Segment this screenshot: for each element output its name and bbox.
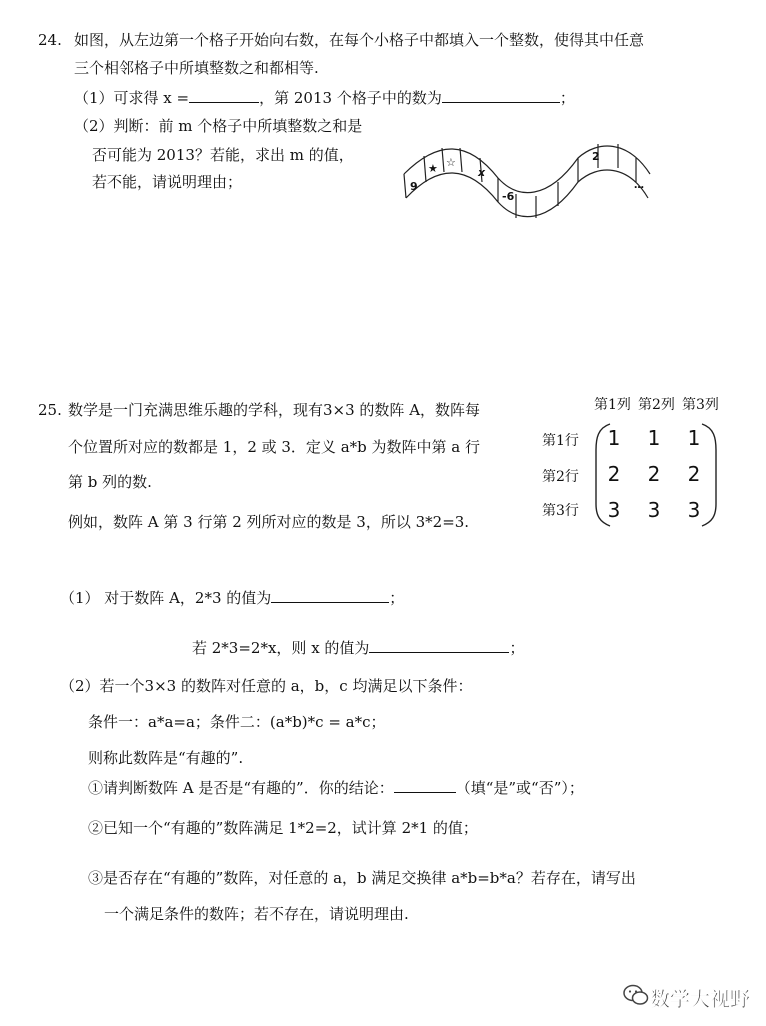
wave-strip-bottom: [406, 170, 648, 217]
q25-conclusion-blank[interactable]: [394, 778, 456, 793]
matrix-row-header-3: 第3行: [542, 503, 579, 519]
q24-part1: [74, 88, 575, 108]
q24-x-blank[interactable]: [189, 88, 259, 103]
q24-part2-line2: 否可能为 2013？若能，求出 m 的值，: [92, 146, 354, 164]
q25-sub3-line1: ③是否存在“有趣的”数阵，对任意的 a，b 满足交换律 a*b=b*a？若存在，请写出: [88, 869, 636, 887]
matrix-row-header-2: 第2行: [542, 469, 579, 485]
wave-cell-1: 9: [410, 180, 418, 193]
q25-part1-end: ；: [389, 589, 405, 607]
q24-part2-line3: 若不能，请说明理由；: [92, 173, 243, 191]
wave-cell-ellipsis: …: [634, 180, 644, 191]
q25-sub1-prefix: ①请判断数阵 A 是否是“有趣的”．你的结论：: [88, 779, 394, 797]
matrix-cell-2-2: 2: [647, 462, 661, 486]
matrix-brackets: [538, 390, 738, 530]
q24-part1-mid: ，第 2013 个格子中的数为: [259, 89, 442, 107]
q25-part1-line1: [60, 588, 404, 608]
q24-stem-line1: 如图，从左边第一个格子开始向右数，在每个小格子中都填入一个整数，使得其中任意: [74, 31, 645, 49]
wave-cell-x: x: [478, 166, 486, 179]
matrix-cell-1-1: 1: [607, 426, 621, 450]
q25-conditions: 条件一：a*a=a；条件二：(a*b)*c = a*c；: [88, 713, 386, 731]
matrix-col-header-1: 第1列: [594, 397, 631, 413]
matrix-col-header-2: 第2列: [638, 397, 675, 413]
q25-part1-x-prefix: 若 2*3=2*x，则 x 的值为: [192, 639, 370, 657]
q25-stem-line3: 第 b 列的数.: [68, 473, 152, 491]
matrix-cell-1-3: 1: [687, 426, 701, 450]
matrix-cell-3-1: 3: [607, 498, 621, 522]
q25-sub3-line2: 一个满足条件的数阵；若不存在，请说明理由.: [104, 905, 409, 923]
q25-definition: 则称此数阵是“有趣的”.: [88, 749, 244, 767]
q25-part2-intro: （2）若一个3×3 的数阵对任意的 a，b，c 均满足以下条件：: [60, 677, 473, 695]
matrix-cell-2-3: 2: [687, 462, 701, 486]
matrix-cell-2-1: 2: [607, 462, 621, 486]
q24-number: 24.: [38, 31, 62, 49]
q25-part1-prefix: （1） 对于数阵 A，2*3 的值为: [60, 589, 272, 607]
q25-part1-x-end: ；: [509, 639, 525, 657]
q24-part1-end: ；: [559, 89, 575, 107]
matrix-col-header-3: 第3列: [682, 397, 719, 413]
matrix-cell-1-2: 1: [647, 426, 661, 450]
wechat-logo-icon: [622, 983, 650, 1007]
q25-sub1: [88, 778, 584, 798]
matrix-row-header-1: 第1行: [542, 433, 579, 449]
q25-sub1-end: （填“是”或“否”）；: [455, 779, 584, 797]
q25-number: 25.: [38, 401, 62, 419]
matrix-a: [538, 390, 738, 530]
wave-cell-neg6: -6: [502, 190, 515, 203]
q24-stem-line2: 三个相邻格子中所填整数之和都相等.: [74, 59, 319, 77]
wave-cell-star-outline: ☆: [446, 156, 456, 169]
watermark-text: 数学大视野: [650, 987, 750, 1011]
matrix-cell-3-2: 3: [647, 498, 661, 522]
q25-2star3-blank[interactable]: [271, 588, 389, 603]
q25-x-blank[interactable]: [369, 638, 509, 653]
q24-wave-figure: [398, 138, 656, 218]
watermark: [622, 978, 762, 1012]
q25-stem-line1: 数学是一门充满思维乐趣的学科，现有3×3 的数阵 A，数阵每: [68, 401, 481, 419]
q25-example: 例如，数阵 A 第 3 行第 2 列所对应的数是 3，所以 3*2=3.: [68, 513, 470, 531]
matrix-cell-3-3: 3: [687, 498, 701, 522]
q24-part2-line1: （2）判断：前 m 个格子中所填整数之和是: [74, 117, 363, 135]
q24-part1-prefix: （1）可求得 x =: [74, 89, 190, 107]
q25-stem-line2: 个位置所对应的数都是 1，2 或 3．定义 a*b 为数阵中第 a 行: [68, 438, 480, 456]
wave-cell-star-filled: ★: [428, 162, 438, 175]
wave-strip-top: [404, 146, 650, 193]
q25-sub2: ②已知一个“有趣的”数阵满足 1*2=2，试计算 2*1 的值；: [88, 819, 478, 837]
q25-part1-line2: [192, 638, 524, 658]
q24-cell2013-blank[interactable]: [442, 88, 560, 103]
wave-cell-2: 2: [592, 150, 600, 163]
